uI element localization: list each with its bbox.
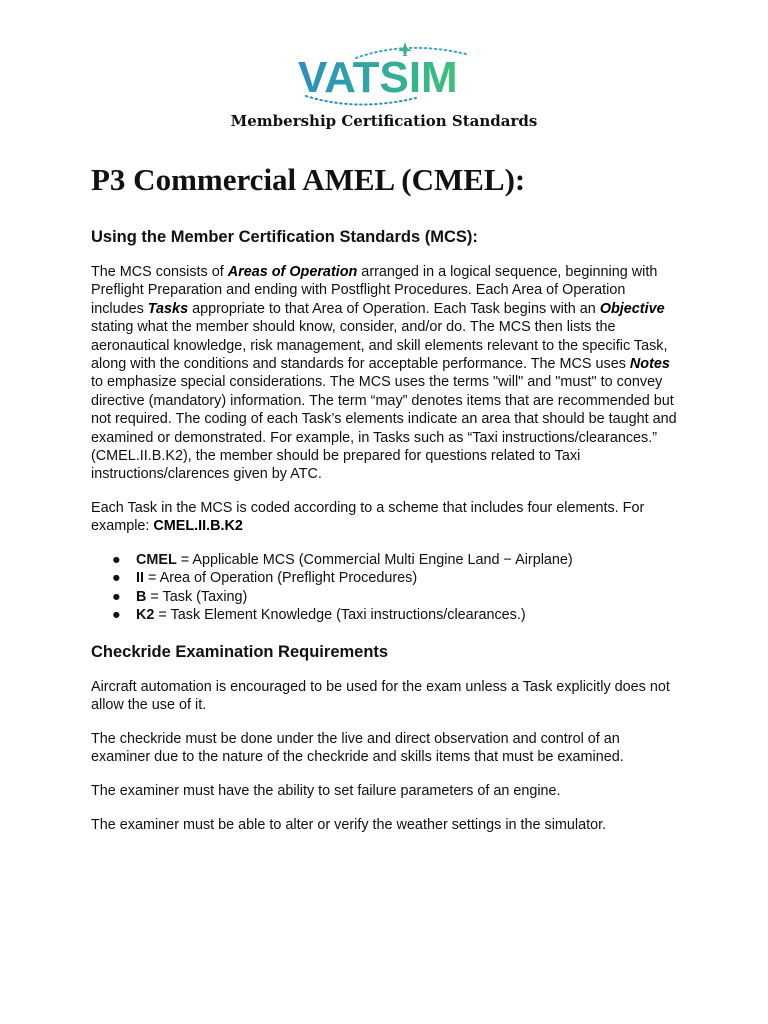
vatsim-logo [296, 40, 474, 112]
list-item: ● II = Area of Operation (Preflight Procedures) [112, 570, 418, 587]
bullet-icon: ● [112, 588, 121, 605]
bullet-icon: ● [112, 552, 121, 568]
requirement-paragraph: The examiner must be able to alter or verify the weather settings in the simulator. [91, 817, 607, 833]
list-item: ● B = Task (Taxing) [112, 588, 248, 605]
requirement-paragraph: Aircraft automation is encouraged to be used for the exam unless a Task explicitly does not allow the use of it. [91, 679, 670, 714]
bullet-icon: ● [112, 570, 121, 587]
vatsim-logo-graphic [296, 40, 474, 112]
logo-text: VATSIM [298, 53, 458, 102]
section-heading-checkride: Checkride Examination Requirements [91, 643, 389, 661]
requirement-paragraph: The examiner must have the ability to set failure parameters of an engine. [91, 783, 561, 799]
mcs-description-paragraph: The MCS consists of Areas of Operation arranged in a logical sequence, beginning with Preflight Preparation and ending with Postflight Procedures. Each Area of Operation includes Tasks appropriate to that Area of Operation. Each Task begins with an Objective stating what the member should know, consider, and/or do. The MCS then lists the aeronautical knowledge, risk management, and skill elements relevant to the specific Task, along with the conditions and standards for acceptable performance. The MCS uses Notes to emphasize special considerations. The MCS uses the terms "will" and "must" to convey directive (mandatory) information. The term “may” denotes items that are recommended but not required. The coding of each Task’s elements indicate an area that should be taught and examined or demonstrated. For example, in Tasks such as “Taxi instructions/clearances.” (CMEL.II.B.K2), the member should be prepared for questions related to Taxi instructions/clarences given by ATC. [91, 264, 677, 483]
section-heading-mcs: Using the Member Certification Standards (MCS): [91, 228, 478, 246]
list-item: ● K2 = Task Element Knowledge (Taxi instructions/clearances.) [112, 607, 526, 624]
page-title: P3 Commercial AMEL (CMEL): [91, 162, 526, 197]
list-item: ● CMEL = Applicable MCS (Commercial Multi Engine Land − Airplane) [112, 552, 573, 568]
requirement-paragraph: The checkride must be done under the live and direct observation and control of an examiner due to the nature of the checkride and skills items that must be examined. [91, 731, 624, 766]
coding-scheme-paragraph: Each Task in the MCS is coded according to a scheme that includes four elements. For example: CMEL.II.B.K2 [91, 500, 645, 535]
bullet-icon: ● [112, 607, 121, 624]
document-subtitle: Membership Certification Standards [230, 112, 538, 130]
coding-elements-list [112, 551, 573, 625]
